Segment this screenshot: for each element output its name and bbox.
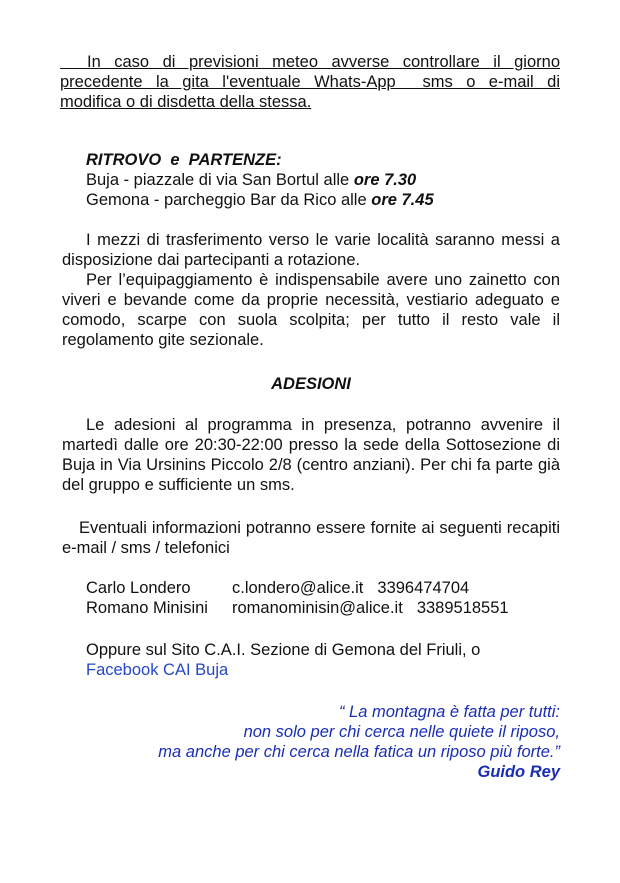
adesioni-paragraph: Le adesioni al programma in presenza, potranno avvenire il martedì dalle ore 20:30-22:00 presso la sede della Sottosezione di Buja in Via Ursinins Piccolo 2/8 (centro anziani). Per chi fa parte già del gruppo e sufficiente un sms.: [62, 416, 560, 494]
site-section: [86, 640, 560, 680]
notice-line-2: precedente la gita l'eventuale Whats-App sms o e-mail di: [60, 73, 560, 91]
quote-block: [62, 702, 560, 782]
contact-name: Carlo Londero: [86, 579, 191, 597]
contact-phone: 3396474704: [377, 579, 470, 597]
adesioni-section: [62, 415, 560, 495]
meeting-item-gemona-time: ore 7.45: [371, 191, 434, 209]
quote-line-3: ma anche per chi cerca nella fatica un riposo più forte.”: [158, 743, 560, 761]
site-text: Oppure sul Sito C.A.I. Sezione di Gemona del Friuli, o: [86, 641, 481, 659]
contact-row: [86, 598, 560, 618]
transport-section: [62, 230, 560, 350]
meeting-section: [86, 150, 560, 210]
equipment-paragraph: Per l’equipaggiamento è indispensabile avere uno zainetto con viveri e bevande come da proprie necessità, vestiario adeguato e comodo, scarpe con suola scolpita; per tutto il resto vale il regolamento gite sezionale.: [62, 271, 560, 349]
contact-email[interactable]: c.londero@alice.it: [232, 579, 364, 597]
meeting-item-buja-text: Buja - piazzale di via San Bortul alle: [86, 171, 354, 189]
info-section: [62, 518, 560, 558]
facebook-link[interactable]: Facebook CAI Buja: [86, 661, 229, 679]
notice-line-1: In caso di previsioni meteo avverse controllare il giorno: [60, 53, 560, 71]
meeting-item-gemona-text: Gemona - parcheggio Bar da Rico alle: [86, 191, 372, 209]
weather-notice: [60, 52, 560, 112]
meeting-item-buja: [86, 170, 560, 190]
contact-row: [86, 578, 560, 598]
meeting-item-buja-time: ore 7.30: [353, 171, 417, 189]
contact-email[interactable]: romanominisin@alice.it: [232, 599, 403, 617]
contact-name: Romano Minisini: [86, 599, 208, 617]
notice-line-3: modifica o di disdetta della stessa.: [60, 93, 312, 111]
contact-phone: 3389518551: [416, 599, 509, 617]
transport-paragraph: I mezzi di trasferimento verso le varie località saranno messi a disposizione dai partecipanti a rotazione.: [62, 231, 560, 269]
info-paragraph: Eventuali informazioni potranno essere fornite ai seguenti recapiti e-mail / sms / telefonici: [62, 519, 560, 557]
adesioni-heading: ADESIONI: [271, 375, 351, 393]
quote-line-2: non solo per chi cerca nelle quiete il riposo,: [243, 723, 560, 741]
meeting-item-gemona: [86, 190, 560, 210]
quote-author: Guido Rey: [477, 763, 560, 781]
contacts-list: [86, 578, 560, 618]
quote-line-1: “ La montagna è fatta per tutti:: [338, 703, 560, 721]
meeting-heading: RITROVO e PARTENZE:: [86, 151, 282, 169]
